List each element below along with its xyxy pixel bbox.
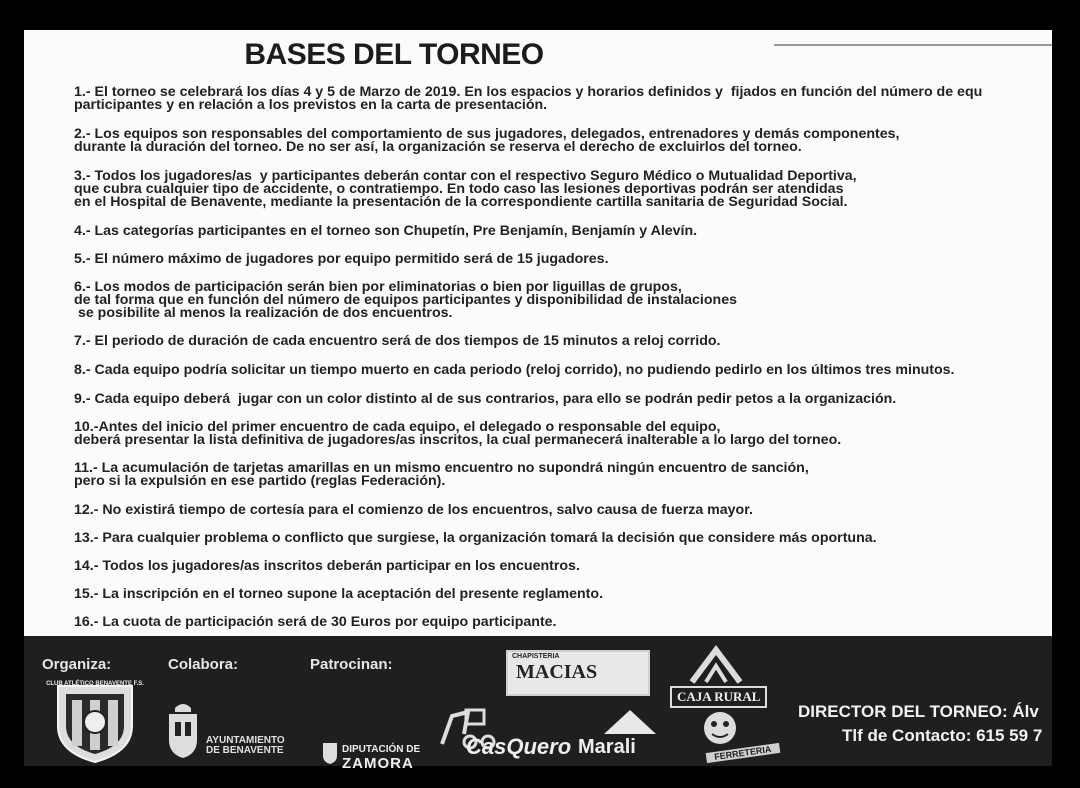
rule-2: 2.- Los equipos son responsables del comportamiento de sus jugadores, delegados, entrenadores y demás componentes, durante la duración del torneo. De no ser así, la organización se reserva el derecho de excluirlos del torneo. [74, 126, 900, 155]
title-divider [774, 44, 1052, 46]
sponsors-footer [24, 636, 1052, 772]
ayuntamiento-logo [206, 736, 285, 756]
rule-7: 7.- El periodo de duración de cada encuentro será de dos tiempos de 15 minutos a reloj corrido. [74, 333, 721, 349]
casquero-logo: CasQuero [466, 734, 572, 759]
page-title: BASES DEL TORNEO [244, 38, 544, 71]
diputacion-crest-icon [322, 742, 338, 764]
caja-rural-logo: CAJA RURAL [670, 686, 767, 708]
rule-12: 12.- No existirá tiempo de cortesía para el comienzo de los encuentros, salvo causa de fuerza mayor. [74, 502, 753, 518]
diputacion-line2: ZAMORA [342, 755, 414, 772]
rule-6: 6.- Los modos de participación serán bien por eliminatorias o bien por liguillas de grupos, de tal forma que en función del número de equipos participantes y disponibilidad de instalaciones se posibilite al menos la realización de dos encuentros. [74, 279, 737, 321]
rules-list [74, 86, 1052, 629]
director-name: DIRECTOR DEL TORNEO: Álv [798, 702, 1039, 721]
rule-4: 4.- Las categorías participantes en el torneo son Chupetín, Pre Benjamín, Benjamín y Alevín. [74, 223, 698, 239]
patrocinan-label: Patrocinan: [310, 656, 393, 673]
rule-10: 10.-Antes del inicio del primer encuentro de cada equipo, el delegado o responsable del equipo, deberá presentar la lista definitiva de jugadores/as inscritos, la cual permanecerá inalterable a lo largo del torneo. [74, 419, 842, 448]
tournament-sheet [24, 30, 1052, 772]
ayuntamiento-crest-icon [166, 700, 200, 758]
director-info [798, 700, 1042, 748]
rule-8: 8.- Cada equipo podría solicitar un tiempo muerto en cada periodo (reloj corrido), no pudiendo pedirlo en los últimos tres minutos. [74, 362, 955, 378]
director-contact: Tlf de Contacto: 615 59 7 [842, 726, 1043, 745]
club-crest-logo [46, 676, 144, 764]
macias-text: MACIAS [516, 661, 598, 683]
rule-11: 11.- La acumulación de tarjetas amarillas en un mismo encuentro no supondrá ningún encuentro de sanción, pero si la expulsión en ese partido (reglas Federación). [74, 460, 809, 489]
organiza-label: Organiza: [42, 656, 112, 673]
rule-1: 1.- El torneo se celebrará los días 4 y 5 de Marzo de 2019. En los espacios y horarios definidos y fijados en función del número de equ participantes y en relación a los previstos en la carta de presentación. [74, 84, 983, 113]
colabora-label: Colabora: [168, 656, 239, 673]
ayuntamiento-line2: DE BENAVENTE [206, 745, 284, 756]
rule-14: 14.- Todos los jugadores/as inscritos deberán participar en los encuentros. [74, 558, 580, 574]
ayuntamiento-line1: AYUNTAMIENTO [206, 735, 285, 746]
rule-5: 5.- El número máximo de jugadores por equipo permitido será de 15 jugadores. [74, 251, 609, 267]
macias-logo [506, 650, 650, 696]
caja-rural-wheat-icon [688, 646, 744, 686]
rule-9: 9.- Cada equipo deberá jugar con un color distinto al de sus contrarios, para ello se podrán pedir petos a la organización. [74, 391, 897, 407]
ferreteria-logo: FERRETERIA [706, 743, 780, 763]
rule-16: 16.- La cuota de participación será de 30 Euros por equipo participante. [74, 614, 557, 630]
diputacion-line1: DIPUTACIÓN DE [342, 744, 421, 755]
rule-15: 15.- La inscripción en el torneo supone la aceptación del presente reglamento. [74, 586, 604, 602]
macias-small-text: CHAPISTERIA [512, 653, 560, 660]
diputacion-logo [342, 744, 420, 772]
club-logo-text: CLUB ATLÉTICO BENAVENTE F.S. [46, 681, 144, 687]
marali-roof-icon [600, 706, 660, 736]
ferreteria-mascot-icon [698, 706, 742, 750]
rule-13: 13.- Para cualquier problema o conflicto que surgiese, la organización tomará la decisión que considere más oportuna. [74, 530, 877, 546]
marali-logo: Marali [578, 736, 636, 758]
rule-3: 3.- Todos los jugadores/as y participantes deberán contar con el respectivo Seguro Médico o Mutualidad Deportiva, que cubra cualquier tipo de accidente, o contratiempo. En todo caso las lesiones deportivas podrán ser atendidas en el Hospital de Benavente, mediante la presentación de la correspondiente cartilla sanitaria de Seguridad Social. [74, 168, 857, 210]
